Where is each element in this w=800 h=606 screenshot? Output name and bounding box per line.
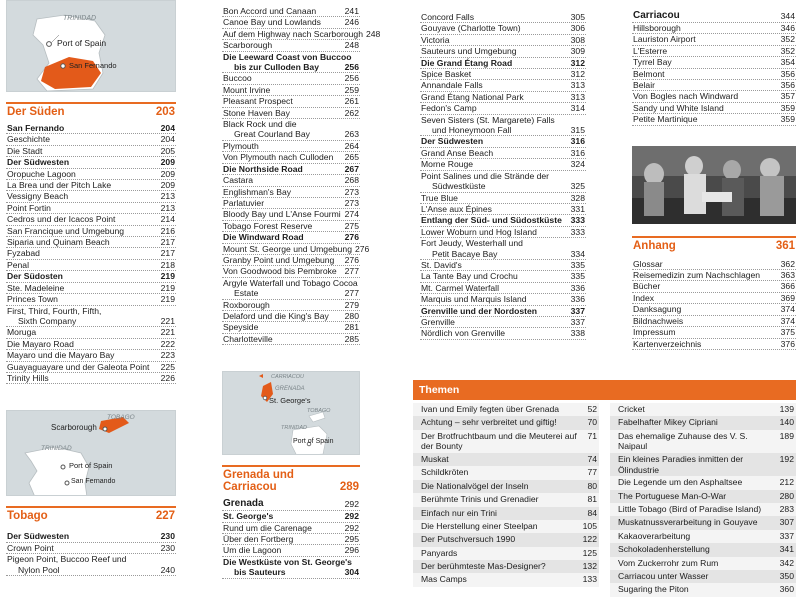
toc-list xyxy=(632,259,796,350)
toc-entry[interactable]: La Tante Bay und Crochu 335 xyxy=(421,271,585,282)
themen-entry[interactable]: Ivan und Emily fegten über Grenada 52 xyxy=(413,403,599,416)
toc-entry[interactable]: Buccoo 256 xyxy=(223,73,359,84)
toc-entry[interactable]: Roxborough 279 xyxy=(223,299,359,310)
toc-entry[interactable]: San Fernando 204 xyxy=(7,123,175,133)
toc-entry[interactable]: Danksagung 374 xyxy=(633,304,795,315)
toc-column-4 xyxy=(632,10,796,350)
section-page: 289 xyxy=(339,481,359,494)
toc-entry[interactable]: True Blue 328 xyxy=(421,192,585,203)
toc-entry[interactable]: Scarborough 248 xyxy=(223,40,359,51)
toc-entry-line[interactable]: Seven Sisters (St. Margarete) Falls xyxy=(421,114,555,125)
toc-entry[interactable]: bis Sauteurs 304 xyxy=(222,567,360,578)
toc-entry[interactable]: Penal 218 xyxy=(7,259,175,270)
toc-entry[interactable]: Grenville und der Nordosten 337 xyxy=(421,305,585,316)
map-label-port-of-spain: Port of Spain xyxy=(293,438,334,446)
toc-entry[interactable]: Auf dem Highway nach Scarborough 248 xyxy=(223,28,381,39)
toc-entry[interactable]: Um die Lagoon 296 xyxy=(223,545,359,556)
map-label-tobago: TOBAGO xyxy=(107,414,135,422)
toc-entry-line[interactable]: First, Third, Fourth, Fifth, xyxy=(7,305,102,316)
toc-entry[interactable]: Princes Town 219 xyxy=(7,294,175,305)
toc-entry[interactable]: Great Courland Bay 263 xyxy=(222,129,360,140)
toc-entry[interactable]: Der Südwesten 230 xyxy=(7,531,175,542)
toc-entry[interactable]: Kartenverzeichnis 376 xyxy=(633,338,795,349)
toc-entry[interactable]: Der Südwesten 316 xyxy=(421,136,585,147)
toc-entry[interactable]: Fedon's Camp 314 xyxy=(421,103,585,114)
toc-entry[interactable]: Mount St. George und Umgebung 276 xyxy=(223,243,370,254)
toc-entry[interactable]: Rund um die Carenage 292 xyxy=(223,522,359,533)
map-label-trinidad: TRINIDAD xyxy=(63,15,97,22)
themen-entry[interactable]: Einfach nur ein Trini 84 xyxy=(413,507,599,520)
toc-list xyxy=(222,498,360,578)
themen-entry[interactable]: Der berühmteste Mas-Designer? 132 xyxy=(413,560,599,573)
toc-entry[interactable]: Fyzabad 217 xyxy=(7,248,175,259)
toc-entry[interactable]: Plymouth 264 xyxy=(223,140,359,151)
toc-entry[interactable]: Castara 268 xyxy=(223,175,359,186)
themen-entry[interactable]: The Portuguese Man-O-War 280 xyxy=(610,490,796,503)
map-label-san-fernando: San Fernando xyxy=(69,61,117,70)
toc-entry[interactable]: Tyrrel Bay 354 xyxy=(633,57,795,68)
section-title: Anhang xyxy=(633,239,676,252)
toc-entry[interactable]: Über den Fortberg 295 xyxy=(223,534,359,544)
section-page: 203 xyxy=(155,106,175,118)
themen-entry[interactable]: Little Tobago (Bird of Paradise Island) 283 xyxy=(610,503,796,516)
map-label-grenada: GRENADA xyxy=(275,386,305,393)
map-trinidad xyxy=(6,0,176,92)
map-label-scarborough: Scarborough xyxy=(51,423,97,433)
toc-entry[interactable]: Canoe Bay und Lowlands 246 xyxy=(223,17,359,28)
section-title: Tobago xyxy=(7,510,48,523)
toc-entry[interactable]: Mt. Carmel Waterfall 336 xyxy=(421,282,585,293)
themen-entry[interactable]: Ein kleines Paradies inmitten der Ölindustrie 192 xyxy=(610,453,796,476)
toc-entry[interactable]: Mayaro und die Mayaro Bay 223 xyxy=(7,350,175,361)
toc-entry[interactable]: Grand Anse Beach 316 xyxy=(421,147,585,158)
map-label-carriacou: CARRIACOU xyxy=(271,374,305,381)
toc-entry[interactable]: Ste. Madeleine 219 xyxy=(7,282,175,293)
toc-entry[interactable]: Delaford und die King's Bay 280 xyxy=(223,310,359,321)
map-label-tobago: TOBAGO xyxy=(307,408,331,415)
toc-entry[interactable]: Annandale Falls 313 xyxy=(421,80,585,91)
toc-entry[interactable]: Die Windward Road 276 xyxy=(223,232,359,243)
toc-list xyxy=(222,6,381,345)
toc-entry[interactable]: Granby Point und Umgebung 276 xyxy=(223,254,359,265)
toc-entry[interactable]: Grand Étang National Park 313 xyxy=(421,91,585,102)
toc-entry[interactable]: Der Südosten 219 xyxy=(7,271,175,282)
toc-list xyxy=(420,12,586,340)
toc-entry[interactable]: Marquis und Marquis Island 336 xyxy=(421,294,585,305)
toc-entry-line[interactable]: Point Salines und die Strände der xyxy=(421,170,550,181)
toc-entry[interactable]: Englishman's Bay 273 xyxy=(223,186,359,197)
toc-entry[interactable]: Moruga 221 xyxy=(7,327,175,338)
toc-entry[interactable]: Stone Haven Bay 262 xyxy=(223,107,359,118)
toc-column-2 xyxy=(222,6,381,579)
toc-entry[interactable]: Die Stadt 205 xyxy=(7,145,175,156)
toc-entry[interactable]: Index 369 xyxy=(633,292,795,303)
toc-entry[interactable]: Geschichte 204 xyxy=(7,134,175,145)
toc-entry[interactable]: Bildnachweis 374 xyxy=(633,315,795,326)
toc-entry[interactable]: Bloody Bay und L'Anse Fourmi 274 xyxy=(223,209,359,220)
photo-people-graphic xyxy=(632,146,796,224)
toc-entry[interactable]: Crown Point 230 xyxy=(7,542,175,553)
toc-column-3 xyxy=(420,12,586,340)
toc-entry[interactable]: Petit Bacaye Bay 334 xyxy=(420,249,586,260)
toc-entry[interactable]: Guayaguayare und der Galeota Point 225 xyxy=(7,361,175,372)
toc-entry[interactable]: Von Goodwood bis Pembroke 277 xyxy=(223,266,359,277)
toc-entry[interactable]: Sauteurs und Umgebung 309 xyxy=(421,46,585,57)
toc-entry[interactable]: Der Südwesten 209 xyxy=(7,157,175,168)
toc-entry[interactable]: Lower Woburn und Hog Island 333 xyxy=(421,226,585,237)
toc-entry[interactable]: Trinity Hills 226 xyxy=(7,372,175,383)
toc-list xyxy=(6,123,176,384)
themen-entry[interactable]: Mas Camps 133 xyxy=(413,573,599,586)
toc-entry[interactable]: Entlang der Süd- und Südostküste 333 xyxy=(421,215,585,226)
toc-entry-line[interactable]: Die Westküste von St. George's xyxy=(223,556,352,567)
toc-entry[interactable]: Carriacou 344 xyxy=(633,10,795,21)
toc-entry[interactable]: St. David's 335 xyxy=(421,259,585,270)
themen-entry[interactable]: Kakaoverarbeitung 337 xyxy=(610,530,796,543)
toc-entry[interactable]: Impressum 375 xyxy=(633,327,795,338)
section-page: 227 xyxy=(155,510,175,523)
map-tobago xyxy=(6,410,176,496)
toc-entry[interactable]: und Honeymoon Fall 315 xyxy=(420,125,586,136)
map-label-trinidad: TRINIDAD xyxy=(281,425,307,432)
toc-entry[interactable]: Belmont 356 xyxy=(633,68,795,79)
toc-entry-line[interactable]: Pigeon Point, Buccoo Reef und xyxy=(7,554,127,565)
toc-entry-line[interactable]: Black Rock und die xyxy=(223,119,297,130)
themen-entry[interactable]: Muskat 74 xyxy=(413,453,599,466)
toc-entry[interactable]: Petite Martinique 359 xyxy=(633,114,795,125)
toc-entry[interactable]: Estate 277 xyxy=(222,288,360,299)
map-grenada-graphic xyxy=(223,372,360,455)
toc-entry[interactable]: Von Plymouth nach Culloden 265 xyxy=(223,152,359,163)
map-label-san-fernando: San Fernando xyxy=(71,478,116,486)
themen-entry[interactable]: Schildkröten 77 xyxy=(413,466,599,479)
photo-anhang xyxy=(632,146,796,224)
toc-entry[interactable]: Gouyave (Charlotte Town) 306 xyxy=(421,23,585,34)
toc-entry[interactable]: Von Bogles nach Windward 357 xyxy=(633,91,795,102)
toc-list xyxy=(632,10,796,126)
toc-entry[interactable]: Tobago Forest Reserve 275 xyxy=(223,220,359,231)
toc-entry[interactable]: San Francique und Umgebung 216 xyxy=(7,225,175,236)
toc-entry[interactable]: Belair 356 xyxy=(633,80,795,91)
themen-entry[interactable]: Fabelhafter Mikey Cipriani 140 xyxy=(610,416,796,429)
section-title: Grenada und Carriacou xyxy=(223,469,294,494)
section-header-anhang xyxy=(632,236,796,255)
toc-entry[interactable]: Bücher 366 xyxy=(633,281,795,292)
toc-entry[interactable]: Oropuche Lagoon 209 xyxy=(7,168,175,179)
map-label-trinidad: TRINIDAD xyxy=(41,445,72,453)
toc-entry[interactable]: Pleasant Prospect 261 xyxy=(223,96,359,107)
toc-entry[interactable]: St. George's 292 xyxy=(223,511,359,522)
toc-entry[interactable]: L'Anse aux Épines 331 xyxy=(421,203,585,214)
toc-entry[interactable]: Point Fortin 213 xyxy=(7,202,175,213)
toc-entry-line[interactable]: Argyle Waterfall und Tobago Cocoa xyxy=(223,277,358,288)
toc-entry[interactable]: Die Grand Étang Road 312 xyxy=(421,57,585,68)
toc-entry[interactable]: Concord Falls 305 xyxy=(421,12,585,22)
themen-entry[interactable]: Die Legende um den Asphaltsee 212 xyxy=(610,476,796,489)
toc-entry[interactable]: Sixth Company 221 xyxy=(6,316,176,327)
toc-entry-line[interactable]: Die Leeward Coast von Buccoo xyxy=(223,51,352,62)
toc-entry[interactable]: bis zur Culloden Bay 256 xyxy=(222,62,360,73)
toc-column-1 xyxy=(6,0,176,576)
themen-entry[interactable]: Carriacou unter Wasser 350 xyxy=(610,570,796,583)
section-header-grenada-und-carriacou xyxy=(222,465,360,496)
toc-entry-line[interactable]: Fort Jeudy, Westerhall und xyxy=(421,238,523,249)
toc-entry[interactable]: Vessigny Beach 213 xyxy=(7,191,175,202)
themen-column-left xyxy=(413,403,599,597)
toc-entry[interactable]: L'Esterre 352 xyxy=(633,45,795,56)
section-header-der-sueden xyxy=(6,102,176,121)
map-label-st-georges: St. George's xyxy=(269,396,311,406)
themen-entry[interactable]: Der Putschversuch 1990 122 xyxy=(413,533,599,546)
themen-entry[interactable]: Der Brotfruchtbaum und die Meuterei auf der Bounty 71 xyxy=(413,430,599,453)
themen-column-right xyxy=(610,403,796,597)
toc-entry[interactable]: Grenville 337 xyxy=(421,316,585,327)
toc-entry[interactable]: Victoria 308 xyxy=(421,34,585,45)
themen-entry[interactable]: Cricket 139 xyxy=(610,403,796,416)
toc-entry[interactable]: Cedros und der Icacos Point 214 xyxy=(7,214,175,225)
section-title: Der Süden xyxy=(7,106,65,118)
toc-entry[interactable]: Mount Irvine 259 xyxy=(223,84,359,95)
toc-entry[interactable]: Südwestküste 325 xyxy=(420,181,586,192)
section-page: 361 xyxy=(775,239,795,252)
toc-entry[interactable]: Siparia und Quinam Beach 217 xyxy=(7,237,175,248)
toc-entry[interactable]: Nördlich von Grenville 338 xyxy=(421,328,585,339)
toc-entry[interactable]: Speyside 281 xyxy=(223,322,359,333)
themen-box xyxy=(413,380,796,597)
toc-entry[interactable]: Charlotteville 285 xyxy=(223,333,359,344)
toc-entry[interactable]: La Brea und der Pitch Lake 209 xyxy=(7,180,175,191)
toc-entry[interactable]: Grenada 292 xyxy=(223,498,359,510)
themen-grid xyxy=(413,403,796,597)
themen-entry[interactable]: Die Herstellung einer Steelpan 105 xyxy=(413,520,599,533)
map-label-port-of-spain: Port of Spain xyxy=(69,461,113,471)
toc-entry[interactable]: Die Mayaro Road 222 xyxy=(7,338,175,349)
themen-entry[interactable]: Vom Zuckerrohr zum Rum 342 xyxy=(610,557,796,570)
toc-entry[interactable]: Bon Accord und Canaan 241 xyxy=(223,6,359,16)
toc-list xyxy=(6,531,176,576)
themen-entry[interactable]: Schokoladenherstellung 341 xyxy=(610,543,796,556)
toc-entry[interactable]: Nylon Pool 240 xyxy=(6,565,176,576)
toc-entry[interactable]: Parlatuvier 273 xyxy=(223,197,359,208)
toc-entry[interactable]: Glossar 362 xyxy=(633,258,795,269)
themen-entry[interactable]: Achtung – sehr verbreitet und giftig! 70 xyxy=(413,416,599,429)
toc-entry[interactable]: Lauriston Airport 352 xyxy=(633,34,795,45)
toc-entry[interactable]: Hillsborough 346 xyxy=(633,23,795,33)
section-header-tobago xyxy=(6,506,176,525)
themen-entry[interactable]: Sugaring the Piton 360 xyxy=(610,583,796,596)
map-label-port-of-spain: Port of Spain xyxy=(57,38,107,48)
toc-entry[interactable]: Sandy und White Island 359 xyxy=(633,102,795,113)
themen-title: Themen xyxy=(413,380,796,400)
map-grenada xyxy=(222,371,360,455)
themen-entry[interactable]: Muskatnussverarbeitung in Gouyave 307 xyxy=(610,516,796,529)
toc-entry[interactable]: Morne Rouge 324 xyxy=(421,159,585,170)
toc-entry[interactable]: Reisemedizin zum Nachschlagen 363 xyxy=(633,270,795,281)
themen-entry[interactable]: Panyards 125 xyxy=(413,547,599,560)
themen-entry[interactable]: Das ehemalige Zuhause des V. S. Naipaul 189 xyxy=(610,430,796,453)
themen-entry[interactable]: Berühmte Trinis und Grenadier 81 xyxy=(413,493,599,506)
themen-entry[interactable]: Die Nationalvögel der Inseln 80 xyxy=(413,480,599,493)
toc-entry[interactable]: Spice Basket 312 xyxy=(421,69,585,80)
toc-entry[interactable]: Die Northside Road 267 xyxy=(223,163,359,174)
